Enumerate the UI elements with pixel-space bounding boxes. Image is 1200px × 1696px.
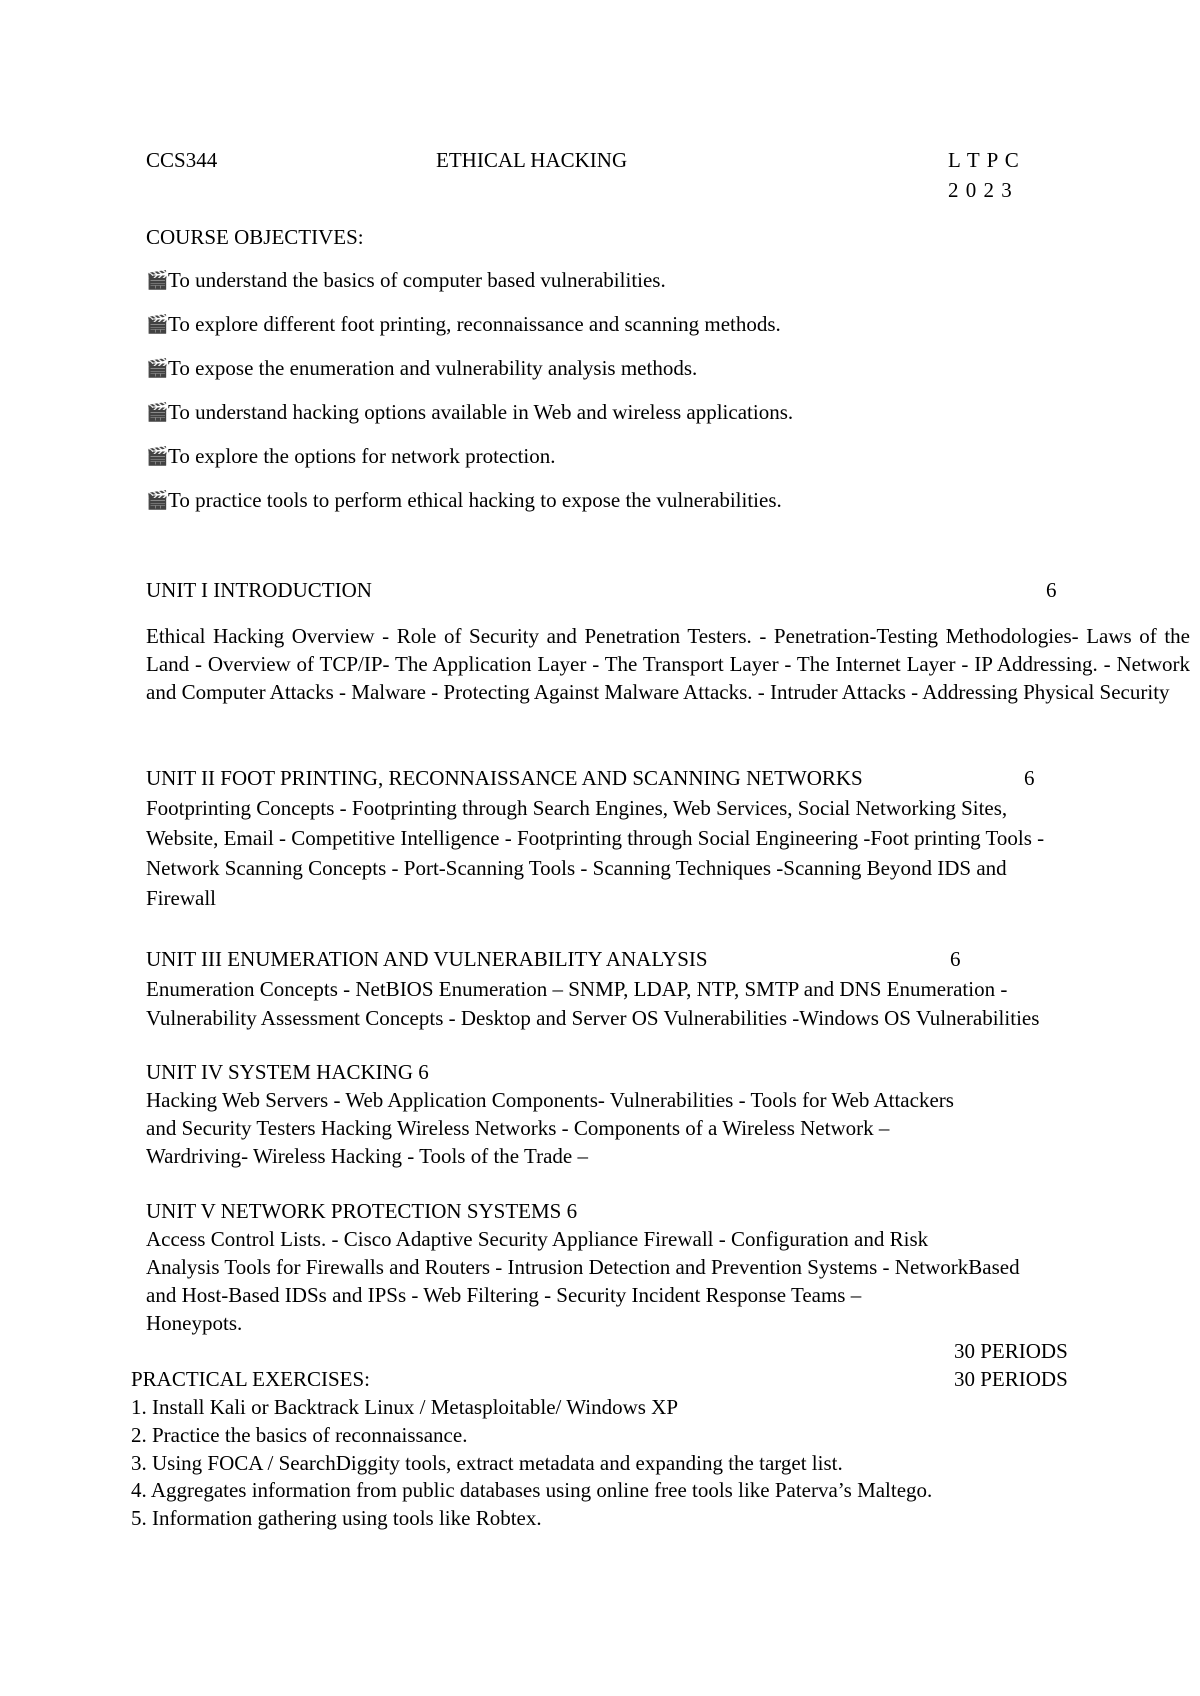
unit-4-line: and Security Testers Hacking Wireless Networks - Components of a Wireless Network –	[146, 1116, 890, 1140]
unit-5-line: Analysis Tools for Firewalls and Routers - Intrusion Detection and Prevention Systems - NetworkBased	[146, 1255, 1020, 1279]
unit-1-title: UNIT I INTRODUCTION	[146, 578, 372, 602]
practical-heading: PRACTICAL EXERCISES:	[131, 1367, 370, 1391]
clapperboard-icon: 🎬	[146, 490, 169, 510]
objective-item: 🎬To understand the basics of computer based vulnerabilities.	[146, 268, 666, 292]
clapperboard-icon: 🎬	[146, 314, 169, 334]
unit-4-line: Wardriving- Wireless Hacking - Tools of the Trade –	[146, 1144, 588, 1168]
unit-2-line: Firewall	[146, 886, 216, 910]
unit-2-hours: 6	[1024, 766, 1035, 790]
practical-item: 4. Aggregates information from public databases using online free tools like Paterva’s Maltego.	[131, 1478, 933, 1502]
practical-item: 2. Practice the basics of reconnaissance.	[131, 1423, 468, 1447]
unit-2-title: UNIT II FOOT PRINTING, RECONNAISSANCE AND SCANNING NETWORKS	[146, 766, 863, 790]
unit-1-hours: 6	[1046, 578, 1057, 602]
practical-item: 5. Information gathering using tools like Robtex.	[131, 1506, 542, 1530]
unit-5-title: UNIT V NETWORK PROTECTION SYSTEMS 6	[146, 1199, 578, 1223]
unit-3-line: Enumeration Concepts - NetBIOS Enumeration – SNMP, LDAP, NTP, SMTP and DNS Enumeration -	[146, 977, 1008, 1001]
theory-periods: 30 PERIODS	[954, 1339, 1068, 1363]
objective-item: 🎬To explore the options for network protection.	[146, 444, 556, 468]
clapperboard-icon: 🎬	[146, 446, 169, 466]
practical-periods: 30 PERIODS	[954, 1367, 1068, 1391]
ltpc-values: 2 0 2 3	[948, 178, 1013, 202]
unit-2-line: Website, Email - Competitive Intelligence - Footprinting through Social Engineering -Foot printing Tools -	[146, 826, 1045, 850]
unit-3-line: Vulnerability Assessment Concepts - Desktop and Server OS Vulnerabilities -Windows OS Vulnerabilities	[146, 1006, 1040, 1030]
objective-item: 🎬To expose the enumeration and vulnerability analysis methods.	[146, 356, 698, 380]
unit-3-hours: 6	[950, 947, 961, 971]
objective-item: 🎬To understand hacking options available in Web and wireless applications.	[146, 400, 794, 424]
unit-2-line: Network Scanning Concepts - Port-Scanning Tools - Scanning Techniques -Scanning Beyond IDS and	[146, 856, 1007, 880]
unit-3-title: UNIT III ENUMERATION AND VULNERABILITY ANALYSIS	[146, 947, 708, 971]
clapperboard-icon: 🎬	[146, 270, 169, 290]
objective-item: 🎬To explore different foot printing, reconnaissance and scanning methods.	[146, 312, 781, 336]
ltpc-label: L T P C	[948, 148, 1020, 172]
course-code: CCS344	[146, 148, 218, 172]
unit-1-body: Ethical Hacking Overview - Role of Security and Penetration Testers. - Penetration-Testing Methodologies- Laws of the Land - Overview of TCP/IP- The Application Layer - The Transport Layer - The Internet Layer - IP Addressing. - Network and Computer Attacks - Malware - Protecting Against Malware Attacks. - Intruder Attacks - Addressing Physical Security	[146, 624, 1190, 704]
objective-item: 🎬To practice tools to perform ethical hacking to expose the vulnerabilities.	[146, 488, 782, 512]
objectives-heading: COURSE OBJECTIVES:	[146, 225, 364, 249]
course-title: ETHICAL HACKING	[436, 148, 628, 172]
practical-item: 3. Using FOCA / SearchDiggity tools, extract metadata and expanding the target list.	[131, 1451, 843, 1475]
clapperboard-icon: 🎬	[146, 358, 169, 378]
clapperboard-icon: 🎬	[146, 402, 169, 422]
unit-4-title: UNIT IV SYSTEM HACKING 6	[146, 1060, 429, 1084]
unit-2-line: Footprinting Concepts - Footprinting through Search Engines, Web Services, Social Networking Sites,	[146, 796, 1008, 820]
unit-5-line: Access Control Lists. - Cisco Adaptive Security Appliance Firewall - Configuration and Risk	[146, 1227, 929, 1251]
practical-item: 1. Install Kali or Backtrack Linux / Metasploitable/ Windows XP	[131, 1395, 679, 1419]
unit-4-line: Hacking Web Servers - Web Application Components- Vulnerabilities - Tools for Web Attackers	[146, 1088, 954, 1112]
unit-5-line: Honeypots.	[146, 1311, 243, 1335]
unit-5-line: and Host-Based IDSs and IPSs - Web Filtering - Security Incident Response Teams –	[146, 1283, 862, 1307]
